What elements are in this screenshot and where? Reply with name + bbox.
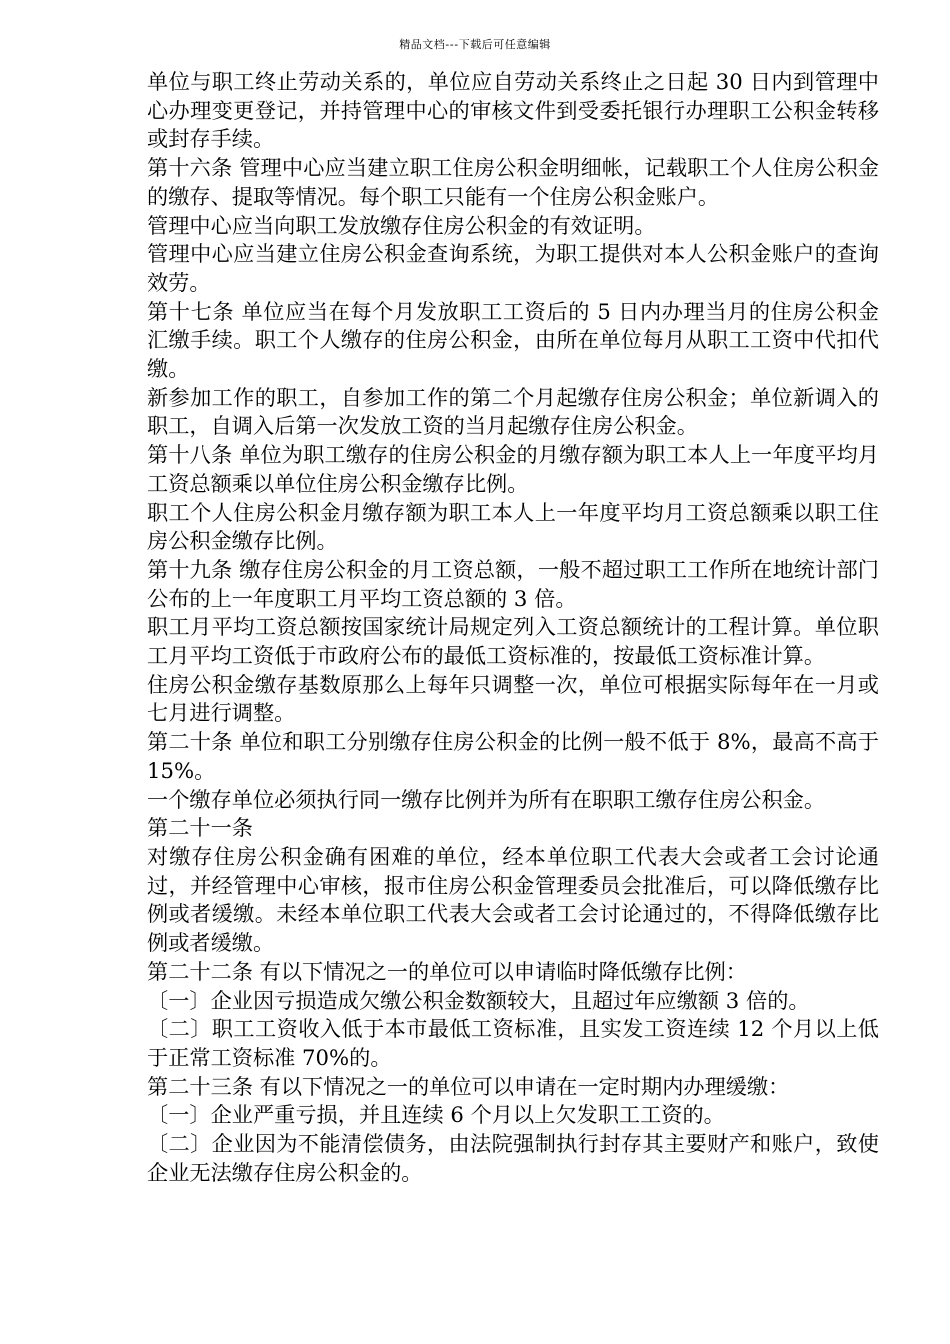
page-header: 精品文档---下载后可任意编辑 xyxy=(399,38,551,51)
paragraph: 〔二〕职工工资收入低于本市最低工资标准，且实发工资连续 12 个月以上低于正常工资标准 70%的。 xyxy=(147,1016,879,1070)
paragraph: 职工个人住房公积金月缴存额为职工本人上一年度平均月工资总额乘以职工住房公积金缴存比例。 xyxy=(147,499,879,554)
paragraph: 住房公积金缴存基数原那么上每年只调整一次，单位可根据实际每年在一月或七月进行调整。 xyxy=(147,671,879,726)
paragraph: 第十九条 缴存住房公积金的月工资总额，一般不超过职工工作所在地统计部门公布的上一年度职工月平均工资总额的 3 倍。 xyxy=(147,556,879,611)
paragraph: 第十八条 单位为职工缴存的住房公积金的月缴存额为职工本人上一年度平均月工资总额乘以单位住房公积金缴存比例。 xyxy=(147,442,879,496)
paragraph: 职工月平均工资总额按国家统计局规定列入工资总额统计的工程计算。单位职工月平均工资低于市政府公布的最低工资标准的，按最低工资标准计算。 xyxy=(147,614,879,669)
paragraph: 〔一〕企业因亏损造成欠缴公积金数额较大，且超过年应缴额 3 倍的。 xyxy=(147,987,810,1013)
paragraph: 第二十三条 有以下情况之一的单位可以申请在一定时期内办理缓缴： xyxy=(147,1073,790,1099)
paragraph: 第十七条 单位应当在每个月发放职工工资后的 5 日内办理当月的住房公积金汇缴手续。职工个人缴存的住房公积金，由所在单位每月从职工工资中代扣代缴。 xyxy=(147,298,879,382)
paragraph: 单位与职工终止劳动关系的，单位应自劳动关系终止之日起 30 日内到管理中心办理变更登记，并持管理中心的审核文件到受委托银行办理职工公积金转移或封存手续。 xyxy=(147,69,879,152)
paragraph: 新参加工作的职工，自参加工作的第二个月起缴存住房公积金；单位新调入的职工，自调入后第一次发放工资的当月起缴存住房公积金。 xyxy=(147,384,879,439)
paragraph: 第二十一条 xyxy=(147,815,253,841)
paragraph: 〔二〕企业因为不能清偿债务，由法院强制执行封存其主要财产和账户，致使企业无法缴存住房公积金的。 xyxy=(147,1131,879,1185)
paragraph: 对缴存住房公积金确有困难的单位，经本单位职工代表大会或者工会讨论通过，并经管理中心审核，报市住房公积金管理委员会批准后，可以降低缴存比例或者缓缴。未经本单位职工代表大会或者工会讨论通过的，不得降低缴存比例或者缓缴。 xyxy=(147,843,879,956)
paragraph: 第二十条 单位和职工分别缴存住房公积金的比例一般不低于 8%，最高不高于 15%。 xyxy=(147,729,879,783)
paragraph: 第二十二条 有以下情况之一的单位可以申请临时降低缴存比例： xyxy=(147,958,747,984)
paragraph: 管理中心应当向职工发放缴存住房公积金的有效证明。 xyxy=(147,212,656,238)
paragraph: 〔一〕企业严重亏损，并且连续 6 个月以上欠发职工工资的。 xyxy=(147,1102,725,1128)
paragraph: 一个缴存单位必须执行同一缴存比例并为所有在职职工缴存住房公积金。 xyxy=(147,786,826,812)
paragraph: 管理中心应当建立住房公积金查询系统，为职工提供对本人公积金账户的查询效劳。 xyxy=(147,241,879,295)
document-body xyxy=(147,68,879,1187)
paragraph: 第十六条 管理中心应当建立职工住房公积金明细帐，记载职工个人住房公积金的缴存、提取等情况。每个职工只能有一个住房公积金账户。 xyxy=(147,155,879,209)
